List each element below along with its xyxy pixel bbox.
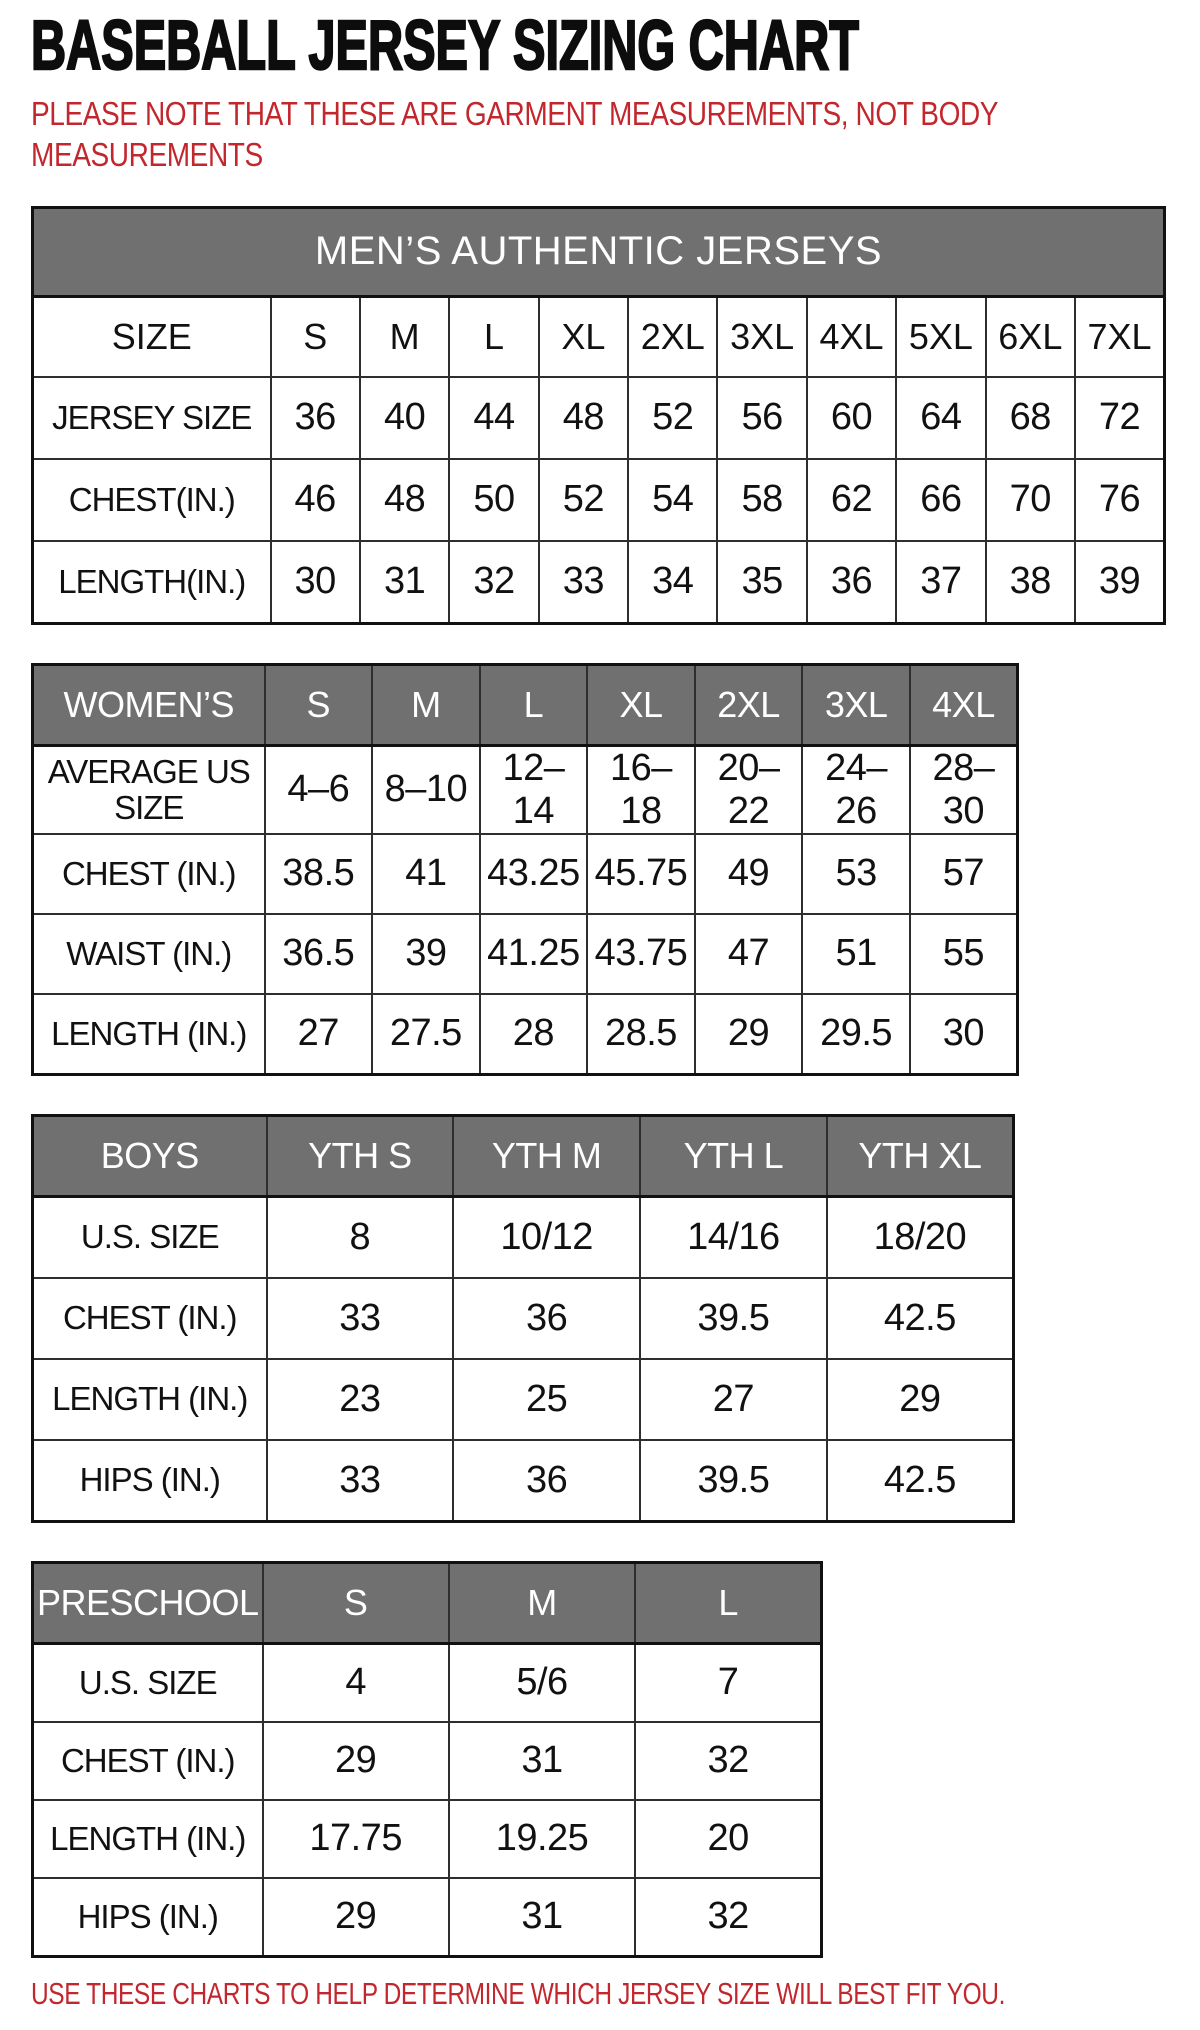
mens-authentic-jerseys-table [31,206,1166,625]
measurement-value-cell: 38.5 [265,834,373,914]
table-corner-header: SIZE [33,296,271,377]
size-column-header: S [271,296,360,377]
measurement-value-cell: 20 [635,1800,821,1878]
size-column-header: M [360,296,449,377]
row-label: CHEST (IN.) [33,834,265,914]
row-label: U.S. SIZE [33,1643,263,1722]
measurement-value-cell: 30 [910,994,1018,1075]
measurement-value-cell: 32 [635,1722,821,1800]
measurement-value-cell: 43.25 [480,834,588,914]
measurement-value-cell: 17.75 [263,1800,449,1878]
table-corner-header: BOYS [33,1115,267,1196]
size-column-header: 6XL [986,296,1075,377]
table-row [33,459,1165,541]
measurement-value-cell: 39 [372,914,480,994]
footer-note-wrap [31,1976,1172,2012]
measurement-value-cell: 60 [807,377,896,459]
size-column-header: M [449,1562,635,1643]
measurement-value-cell: 31 [360,541,449,624]
measurement-value-cell: 31 [449,1878,635,1957]
measurement-value-cell: 48 [360,459,449,541]
row-label: LENGTH (IN.) [33,1359,267,1440]
size-column-header: YTH S [267,1115,454,1196]
measurement-value-cell: 43.75 [587,914,695,994]
measurement-value-cell: 36 [807,541,896,624]
size-column-header: 2XL [628,296,717,377]
row-label: LENGTH (IN.) [33,1800,263,1878]
measurement-value-cell: 28 [480,994,588,1075]
measurement-value-cell: 27 [640,1359,827,1440]
measurement-value-cell: 32 [449,541,538,624]
measurement-value-cell: 8 [267,1196,454,1278]
measurement-value-cell: 28–30 [910,745,1018,834]
measurement-value-cell: 14/16 [640,1196,827,1278]
measurement-value-cell: 52 [539,459,628,541]
measurement-value-cell: 53 [802,834,910,914]
size-column-header: XL [587,664,695,745]
measurement-value-cell: 49 [695,834,803,914]
size-column-header: 5XL [896,296,985,377]
measurement-value-cell: 23 [267,1359,454,1440]
table-row [33,1359,1014,1440]
row-label: LENGTH (IN.) [33,994,265,1075]
table-row [33,1878,822,1957]
measurement-value-cell: 27 [265,994,373,1075]
footer-note: USE THESE CHARTS TO HELP DETERMINE WHICH JERSEY SIZE WILL BEST FIT YOU. [31,1975,1006,2011]
measurement-value-cell: 18/20 [827,1196,1014,1278]
table-corner-header: PRESCHOOL [33,1562,263,1643]
measurement-value-cell: 40 [360,377,449,459]
measurement-value-cell: 56 [717,377,806,459]
row-label: LENGTH(IN.) [33,541,271,624]
garment-measurements-note: PLEASE NOTE THAT THESE ARE GARMENT MEASUREMENTS, NOT BODY MEASUREMENTS [31,95,998,173]
measurement-value-cell: 36 [271,377,360,459]
row-label: U.S. SIZE [33,1196,267,1278]
measurement-value-cell: 24–26 [802,745,910,834]
measurement-value-cell: 42.5 [827,1440,1014,1522]
size-column-header: XL [539,296,628,377]
measurement-value-cell: 36 [453,1278,640,1359]
garment-note-wrap [31,94,1172,176]
table-row [33,1800,822,1878]
measurement-value-cell: 45.75 [587,834,695,914]
measurement-value-cell: 41 [372,834,480,914]
measurement-value-cell: 4 [263,1643,449,1722]
measurement-value-cell: 33 [267,1278,454,1359]
measurement-value-cell: 72 [1075,377,1164,459]
table-banner: MEN’S AUTHENTIC JERSEYS [33,207,1165,296]
size-column-header: L [449,296,538,377]
row-label: CHEST (IN.) [33,1722,263,1800]
row-label: AVERAGE US SIZE [33,745,265,834]
measurement-value-cell: 62 [807,459,896,541]
measurement-value-cell: 12–14 [480,745,588,834]
measurement-value-cell: 70 [986,459,1075,541]
size-column-header: 3XL [802,664,910,745]
measurement-value-cell: 33 [267,1440,454,1522]
size-column-header: YTH M [453,1115,640,1196]
table-row [33,541,1165,624]
measurement-value-cell: 25 [453,1359,640,1440]
measurement-value-cell: 33 [539,541,628,624]
measurement-value-cell: 27.5 [372,994,480,1075]
measurement-value-cell: 35 [717,541,806,624]
measurement-value-cell: 5/6 [449,1643,635,1722]
measurement-value-cell: 32 [635,1878,821,1957]
measurement-value-cell: 41.25 [480,914,588,994]
measurement-value-cell: 20–22 [695,745,803,834]
page-title [31,6,1172,85]
measurement-value-cell: 19.25 [449,1800,635,1878]
measurement-value-cell: 44 [449,377,538,459]
table-row [33,1440,1014,1522]
measurement-value-cell: 58 [717,459,806,541]
row-label: CHEST (IN.) [33,1278,267,1359]
measurement-value-cell: 39 [1075,541,1164,624]
measurement-value-cell: 46 [271,459,360,541]
page-title-text: BASEBALL JERSEY SIZING CHART [31,6,859,85]
measurement-value-cell: 34 [628,541,717,624]
measurement-value-cell: 29 [263,1722,449,1800]
measurement-value-cell: 51 [802,914,910,994]
table-corner-header: WOMEN’S [33,664,265,745]
measurement-value-cell: 47 [695,914,803,994]
measurement-value-cell: 66 [896,459,985,541]
measurement-value-cell: 29 [263,1878,449,1957]
preschool-sizing-table [31,1561,823,1958]
table-row [33,1722,822,1800]
measurement-value-cell: 68 [986,377,1075,459]
size-column-header: S [263,1562,449,1643]
size-column-header: 4XL [807,296,896,377]
measurement-value-cell: 29 [695,994,803,1075]
measurement-value-cell: 36.5 [265,914,373,994]
measurement-value-cell: 76 [1075,459,1164,541]
measurement-value-cell: 28.5 [587,994,695,1075]
table-row [33,1643,822,1722]
measurement-value-cell: 55 [910,914,1018,994]
measurement-value-cell: 31 [449,1722,635,1800]
size-column-header: 3XL [717,296,806,377]
boys-sizing-table [31,1114,1015,1523]
measurement-value-cell: 29 [827,1359,1014,1440]
table-row [33,1278,1014,1359]
measurement-value-cell: 57 [910,834,1018,914]
row-label: WAIST (IN.) [33,914,265,994]
row-label: HIPS (IN.) [33,1878,263,1957]
table-row [33,745,1018,834]
measurement-value-cell: 38 [986,541,1075,624]
row-label: CHEST(IN.) [33,459,271,541]
measurement-value-cell: 7 [635,1643,821,1722]
size-column-header: YTH XL [827,1115,1014,1196]
measurement-value-cell: 37 [896,541,985,624]
size-column-header: 4XL [910,664,1018,745]
measurement-value-cell: 39.5 [640,1440,827,1522]
measurement-value-cell: 48 [539,377,628,459]
table-row [33,377,1165,459]
measurement-value-cell: 64 [896,377,985,459]
size-column-header: S [265,664,373,745]
measurement-value-cell: 4–6 [265,745,373,834]
measurement-value-cell: 16–18 [587,745,695,834]
measurement-value-cell: 30 [271,541,360,624]
womens-sizing-table [31,663,1019,1076]
table-row [33,994,1018,1075]
measurement-value-cell: 39.5 [640,1278,827,1359]
row-label: JERSEY SIZE [33,377,271,459]
size-column-header: L [635,1562,821,1643]
measurement-value-cell: 52 [628,377,717,459]
size-column-header: L [480,664,588,745]
measurement-value-cell: 50 [449,459,538,541]
size-column-header: YTH L [640,1115,827,1196]
table-row [33,834,1018,914]
measurement-value-cell: 54 [628,459,717,541]
row-label: HIPS (IN.) [33,1440,267,1522]
measurement-value-cell: 29.5 [802,994,910,1075]
measurement-value-cell: 42.5 [827,1278,1014,1359]
table-row [33,1196,1014,1278]
table-row [33,914,1018,994]
measurement-value-cell: 8–10 [372,745,480,834]
measurement-value-cell: 10/12 [453,1196,640,1278]
size-column-header: 7XL [1075,296,1164,377]
size-column-header: 2XL [695,664,803,745]
size-column-header: M [372,664,480,745]
measurement-value-cell: 36 [453,1440,640,1522]
